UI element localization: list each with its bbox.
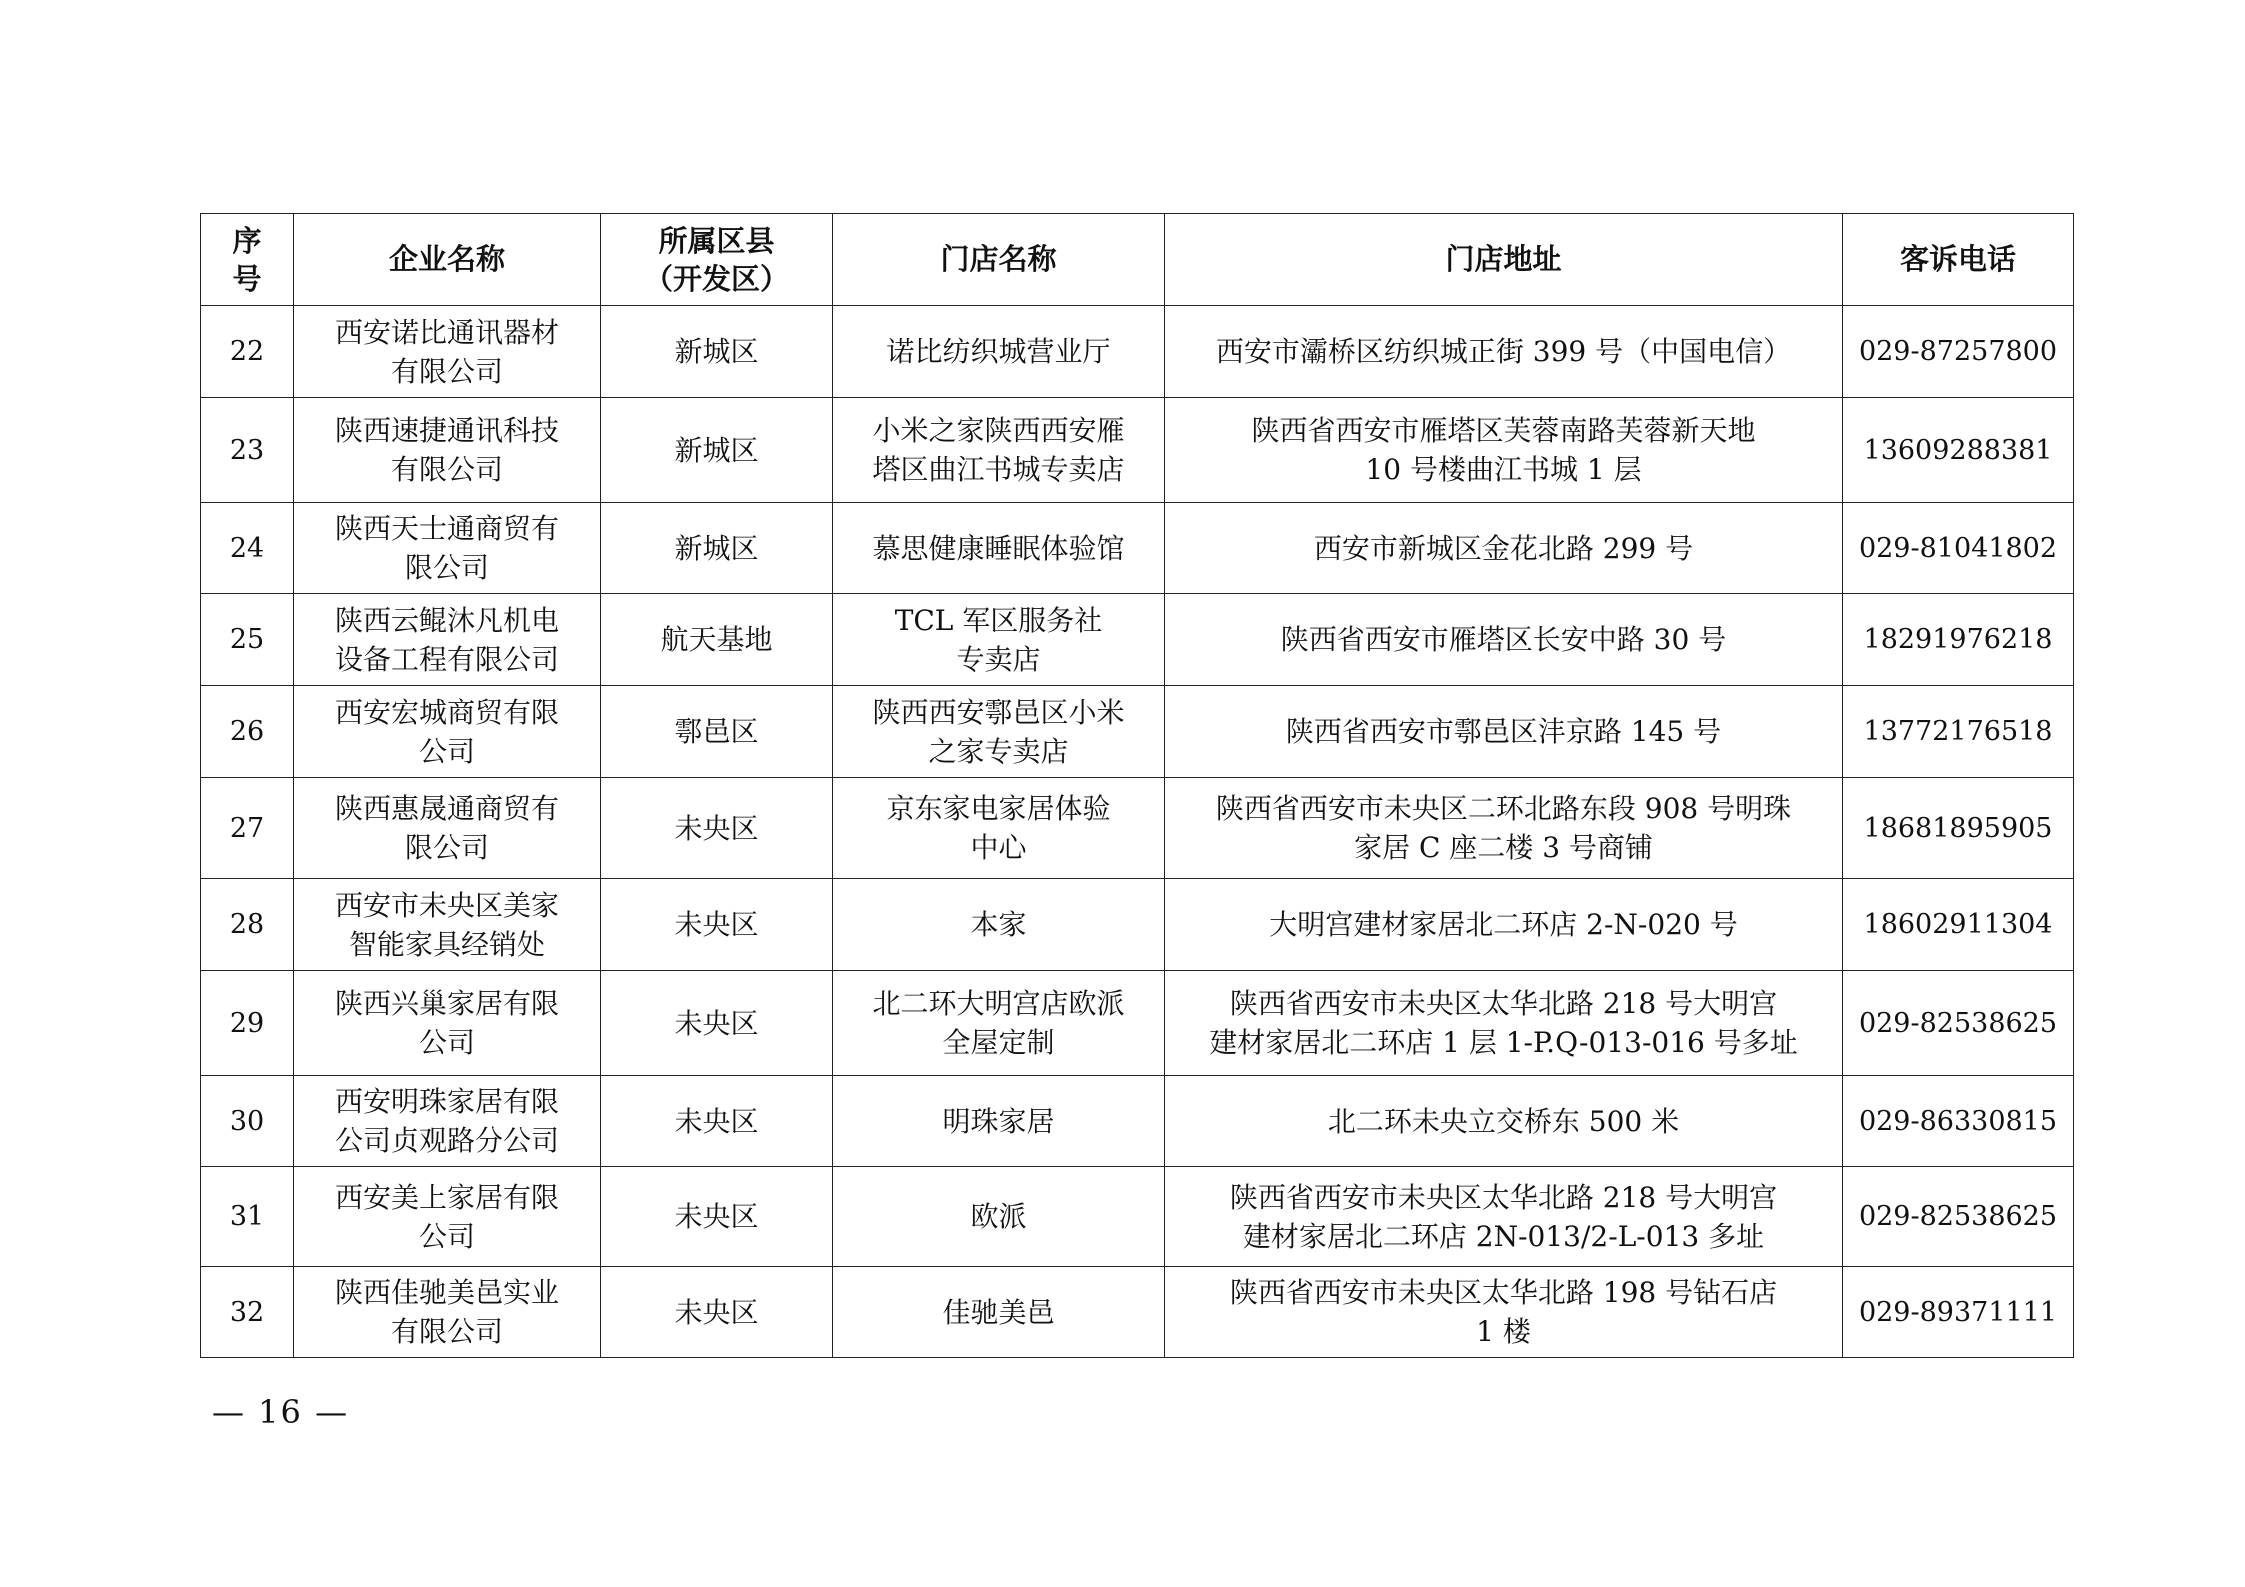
- cell-seq: [201, 503, 294, 594]
- cell-phone: [1843, 1267, 2074, 1358]
- cell-store-name-line2: 中心: [970, 831, 1027, 864]
- cell-address: [1165, 503, 1843, 594]
- cell-company: [294, 879, 601, 971]
- cell-seq: [201, 971, 294, 1076]
- table-row: [201, 1076, 2074, 1167]
- cell-store-name: [833, 971, 1165, 1076]
- cell-phone: [1843, 503, 2074, 594]
- cell-address: [1165, 971, 1843, 1076]
- cell-store-name-line1: 北二环大明宫店欧派: [872, 987, 1125, 1020]
- table-row: [201, 879, 2074, 971]
- cell-seq-line1: 27: [229, 812, 265, 844]
- cell-address-line2: 家居 C 座二楼 3 号商铺: [1354, 831, 1653, 864]
- cell-phone-line1: 13772176518: [1863, 716, 2053, 747]
- cell-company-line2: 限公司: [404, 551, 489, 584]
- cell-address-line2: 建材家居北二环店 2N-013/2-L-013 多址: [1242, 1219, 1765, 1253]
- header-seq: [201, 214, 294, 306]
- cell-company: [294, 1267, 601, 1358]
- cell-store-name: [833, 398, 1165, 503]
- table-row: [201, 398, 2074, 503]
- cell-store-name: [833, 686, 1165, 778]
- cell-phone-line1: 029-82538625: [1858, 1007, 2058, 1039]
- table-row: [201, 1167, 2074, 1267]
- cell-company-line1: 陕西惠晟通商贸有: [334, 792, 559, 825]
- cell-address: [1165, 879, 1843, 971]
- cell-address-line1: 陕西省西安市未央区太华北路 218 号大明宫: [1229, 987, 1778, 1020]
- cell-phone-line1: 029-81041802: [1858, 532, 2058, 564]
- cell-company-line2: 有限公司: [390, 354, 503, 388]
- cell-district: [601, 594, 833, 686]
- cell-company: [294, 971, 601, 1076]
- cell-store-name-line2: 之家专卖店: [928, 734, 1069, 768]
- cell-address: [1165, 686, 1843, 778]
- cell-company: [294, 594, 601, 686]
- cell-seq: [201, 1267, 294, 1358]
- cell-district-line1: 未央区: [674, 1295, 759, 1329]
- header-district: [601, 214, 833, 306]
- cell-address: [1165, 1267, 1843, 1358]
- cell-seq: [201, 398, 294, 503]
- cell-district: [601, 503, 833, 594]
- cell-company-line1: 西安市未央区美家: [334, 888, 559, 922]
- cell-store-name-line1: 陕西西安鄠邑区小米: [872, 695, 1125, 729]
- cell-company-line2: 限公司: [404, 831, 489, 864]
- cell-phone-line1: 029-82538625: [1858, 1201, 2058, 1232]
- header-company: 企业名称: [294, 214, 601, 306]
- cell-phone-line1: 13609288381: [1863, 434, 2053, 466]
- cell-address-line1: 西安市新城区金花北路 299 号: [1313, 531, 1694, 565]
- cell-phone: [1843, 778, 2074, 879]
- cell-phone-line1: 029-86330815: [1858, 1105, 2058, 1137]
- cell-district: [601, 1167, 833, 1267]
- cell-company: [294, 306, 601, 398]
- cell-seq: [201, 686, 294, 778]
- table-row: [201, 503, 2074, 594]
- cell-seq: [201, 778, 294, 879]
- cell-company-line1: 陕西兴巢家居有限: [334, 987, 559, 1020]
- cell-address-line1: 陕西省西安市未央区太华北路 198 号钻石店: [1229, 1276, 1778, 1309]
- cell-district: [601, 306, 833, 398]
- cell-store-name: [833, 879, 1165, 971]
- header-seq-line1: 序: [232, 223, 262, 258]
- store-complaint-table: [200, 213, 2074, 1358]
- cell-company-line1: 西安美上家居有限: [334, 1180, 559, 1214]
- cell-store-name: [833, 1167, 1165, 1267]
- cell-phone: [1843, 398, 2074, 503]
- table-body: [201, 306, 2074, 1358]
- header-district-line1: 所属区县: [658, 223, 775, 258]
- cell-district: [601, 879, 833, 971]
- cell-company-line2: 智能家具经销处: [348, 927, 545, 961]
- cell-phone-line1: 18681895905: [1863, 812, 2053, 844]
- cell-phone: [1843, 879, 2074, 971]
- header-district-line2: （开发区）: [643, 261, 789, 296]
- cell-district-line1: 未央区: [674, 1104, 759, 1138]
- cell-seq: [201, 879, 294, 971]
- cell-district-line1: 新城区: [674, 335, 759, 368]
- cell-company-line2: 设备工程有限公司: [334, 642, 559, 676]
- cell-company-line1: 西安明珠家居有限: [334, 1085, 559, 1118]
- cell-company-line1: 西安诺比通讯器材: [334, 315, 559, 349]
- cell-store-name-line1: 明珠家居: [942, 1104, 1055, 1138]
- cell-store-name: [833, 778, 1165, 879]
- cell-address: [1165, 398, 1843, 503]
- cell-seq-line1: 28: [229, 909, 265, 940]
- cell-store-name-line1: 本家: [970, 908, 1027, 941]
- cell-store-name-line1: 小米之家陕西西安雁: [872, 414, 1125, 447]
- cell-company: [294, 778, 601, 879]
- cell-company-line1: 陕西速捷通讯科技: [334, 414, 559, 447]
- cell-store-name-line2: 全屋定制: [942, 1026, 1055, 1059]
- cell-district-line1: 未央区: [674, 1006, 759, 1040]
- cell-seq: [201, 1076, 294, 1167]
- cell-phone: [1843, 1167, 2074, 1267]
- cell-district-line1: 新城区: [674, 433, 759, 467]
- cell-seq: [201, 594, 294, 686]
- header-seq-line2: 号: [232, 261, 262, 296]
- cell-company-line1: 西安宏城商贸有限: [334, 695, 559, 729]
- cell-seq: [201, 1167, 294, 1267]
- cell-store-name-line2: 专卖店: [956, 642, 1041, 676]
- cell-store-name-line1: TCL 军区服务社: [894, 603, 1103, 637]
- table-row: [201, 594, 2074, 686]
- cell-address-line1: 陕西省西安市未央区二环北路东段 908 号明珠: [1215, 792, 1792, 825]
- cell-district: [601, 778, 833, 879]
- cell-store-name: [833, 503, 1165, 594]
- cell-district: [601, 971, 833, 1076]
- cell-store-name: [833, 306, 1165, 398]
- cell-phone-line1: 18602911304: [1863, 909, 2053, 940]
- cell-company: [294, 503, 601, 594]
- cell-company: [294, 1076, 601, 1167]
- cell-seq-line1: 31: [229, 1201, 265, 1232]
- cell-district-line1: 新城区: [674, 531, 759, 565]
- cell-district-line1: 鄠邑区: [674, 715, 759, 748]
- cell-address-line1: 陕西省西安市未央区太华北路 218 号大明宫: [1229, 1180, 1778, 1214]
- cell-address-line2: 建材家居北二环店 1 层 1-P.Q-013-016 号多址: [1209, 1026, 1798, 1059]
- cell-address-line2: 1 楼: [1476, 1315, 1531, 1348]
- cell-address-line1: 陕西省西安市雁塔区芙蓉南路芙蓉新天地: [1251, 414, 1756, 447]
- cell-address-line1: 陕西省西安市雁塔区长安中路 30 号: [1280, 623, 1727, 656]
- table-row: [201, 1267, 2074, 1358]
- cell-store-name: [833, 1076, 1165, 1167]
- cell-company-line1: 陕西云鲲沐凡机电: [334, 603, 559, 637]
- cell-district: [601, 1267, 833, 1358]
- page-number: — 16 —: [212, 1393, 350, 1431]
- cell-address-line1: 北二环未央立交桥东 500 米: [1327, 1104, 1680, 1138]
- cell-phone-line1: 029-87257800: [1858, 336, 2058, 367]
- cell-company-line2: 公司贞观路分公司: [334, 1124, 559, 1157]
- cell-district-line1: 未央区: [674, 811, 759, 845]
- header-store-name: 门店名称: [833, 214, 1165, 306]
- cell-district-line1: 未央区: [674, 908, 759, 941]
- cell-store-name-line1: 诺比纺织城营业厅: [886, 335, 1111, 368]
- cell-seq-line1: 25: [229, 624, 265, 655]
- cell-phone: [1843, 1076, 2074, 1167]
- cell-company-line2: 公司: [418, 1219, 475, 1253]
- cell-address: [1165, 778, 1843, 879]
- cell-address: [1165, 306, 1843, 398]
- header-address: 门店地址: [1165, 214, 1843, 306]
- cell-address: [1165, 1167, 1843, 1267]
- cell-district: [601, 1076, 833, 1167]
- header-phone: 客诉电话: [1843, 214, 2074, 306]
- cell-address: [1165, 594, 1843, 686]
- cell-address: [1165, 1076, 1843, 1167]
- cell-phone-line1: 029-89371111: [1858, 1296, 2058, 1328]
- cell-store-name-line1: 慕思健康睡眠体验馆: [872, 531, 1125, 565]
- cell-company-line2: 有限公司: [390, 1315, 503, 1348]
- cell-company: [294, 686, 601, 778]
- cell-seq-line1: 26: [229, 716, 265, 747]
- cell-seq-line1: 30: [229, 1105, 265, 1137]
- cell-company-line2: 有限公司: [390, 453, 503, 486]
- table-row: [201, 778, 2074, 879]
- table-row: [201, 686, 2074, 778]
- cell-seq-line1: 32: [229, 1296, 265, 1328]
- table-row: [201, 306, 2074, 398]
- cell-store-name-line1: 佳驰美邑: [942, 1295, 1055, 1329]
- cell-company-line1: 陕西天士通商贸有: [334, 512, 559, 545]
- cell-address-line1: 陕西省西安市鄠邑区沣京路 145 号: [1285, 715, 1722, 748]
- cell-phone: [1843, 971, 2074, 1076]
- cell-district: [601, 686, 833, 778]
- cell-store-name-line1: 京东家电家居体验: [886, 792, 1111, 825]
- cell-district-line1: 未央区: [674, 1200, 759, 1233]
- cell-company-line2: 公司: [418, 1026, 475, 1059]
- cell-phone: [1843, 306, 2074, 398]
- cell-store-name: [833, 1267, 1165, 1358]
- table-header-row: [201, 214, 2074, 306]
- cell-company: [294, 1167, 601, 1267]
- cell-phone: [1843, 594, 2074, 686]
- cell-district-line1: 航天基地: [660, 623, 773, 656]
- cell-district: [601, 398, 833, 503]
- cell-seq-line1: 24: [229, 532, 265, 564]
- cell-seq: [201, 306, 294, 398]
- cell-phone: [1843, 686, 2074, 778]
- table-row: [201, 971, 2074, 1076]
- cell-company-line2: 公司: [418, 734, 475, 768]
- cell-address-line2: 10 号楼曲江书城 1 层: [1365, 453, 1642, 486]
- cell-address-line1: 大明宫建材家居北二环店 2-N-020 号: [1269, 908, 1738, 941]
- cell-seq-line1: 22: [229, 336, 265, 367]
- cell-phone-line1: 18291976218: [1863, 624, 2053, 655]
- cell-company-line1: 陕西佳驰美邑实业: [334, 1276, 559, 1309]
- cell-company: [294, 398, 601, 503]
- cell-address-line1: 西安市灞桥区纺织城正街 399 号（中国电信）: [1215, 335, 1792, 368]
- cell-store-name-line2: 塔区曲江书城专卖店: [872, 453, 1125, 486]
- cell-seq-line1: 23: [229, 434, 265, 466]
- cell-store-name-line1: 欧派: [970, 1200, 1027, 1233]
- cell-seq-line1: 29: [229, 1007, 265, 1039]
- cell-store-name: [833, 594, 1165, 686]
